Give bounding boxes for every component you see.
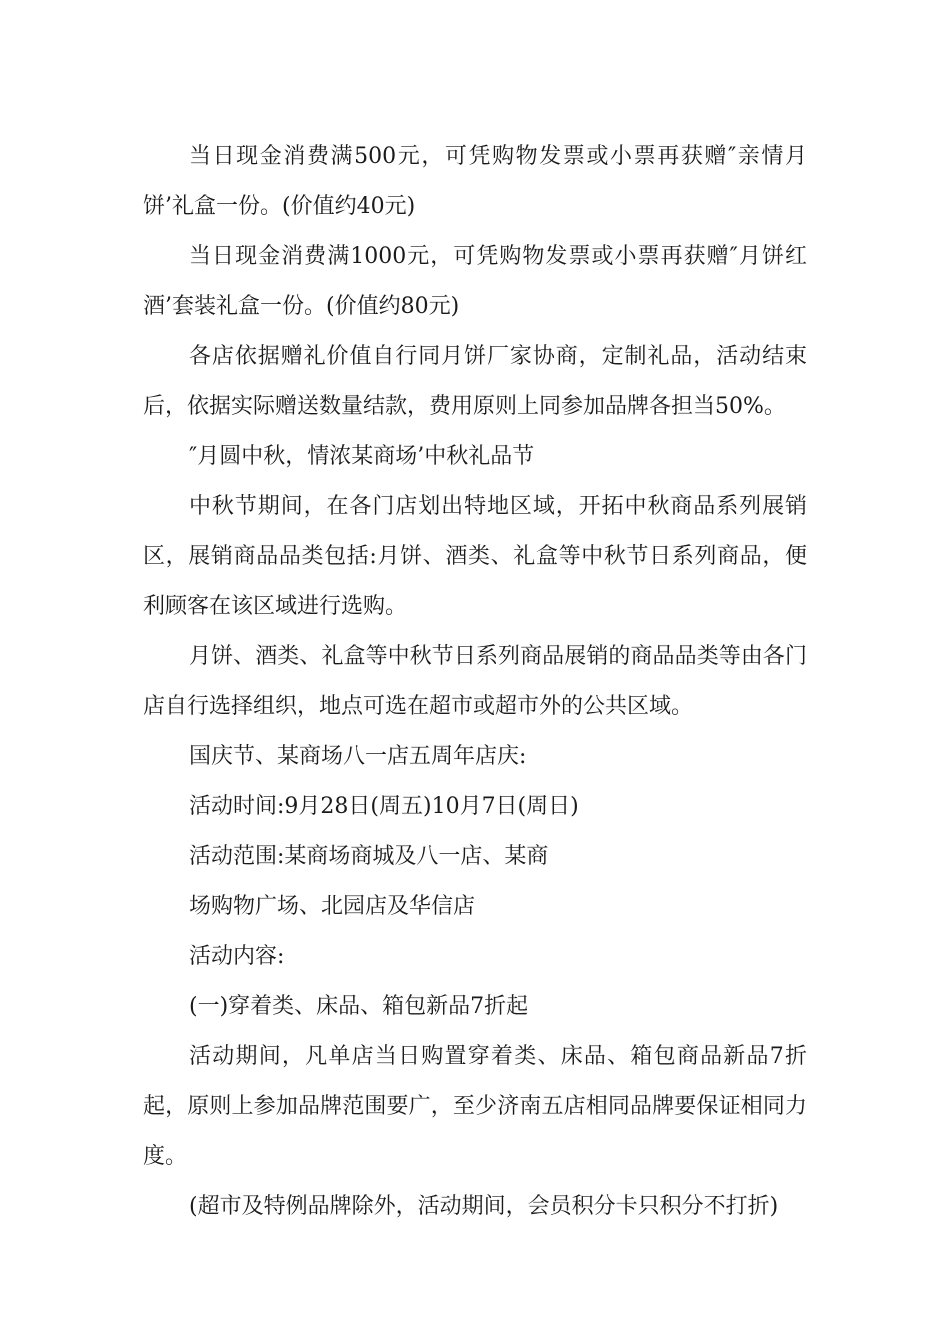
paragraph-discount-details: 活动期间，凡单店当日购置穿着类、床品、箱包商品新品7折起，原则上参加品牌范围要广，至少济南五店相同品牌要保证相同力度。 (143, 1044, 807, 1169)
paragraph-exhibition-organize: 月饼、酒类、礼盒等中秋节日系列商品展销的商品品类等由各门店自行选择组织，地点可选在超市或超市外的公共区域。 (143, 644, 807, 719)
paragraph-exhibition-area: 中秋节期间，在各门店划出特地区域，开拓中秋商品系列展销区，展销商品品类包括:月饼、酒类、礼盒等中秋节日系列商品，便利顾客在该区域进行选购。 (143, 494, 807, 619)
paragraph-cost-sharing: 各店依据赠礼价值自行同月饼厂家协商，定制礼品，活动结束后，依据实际赠送数量结款，费用原则上同参加品牌各担当50%。 (143, 344, 807, 419)
paragraph-festival-title: ″月圆中秋，情浓某商场’中秋礼品节 (189, 444, 535, 469)
paragraph-activity-time: 活动时间:9月28日(周五)10月7日(周日) (189, 794, 579, 819)
paragraph-activity-scope-cont: 场购物广场、北园店及华信店 (189, 894, 476, 919)
paragraph-national-day-heading: 国庆节、某商场八一店五周年店庆: (189, 744, 527, 769)
document-body (143, 132, 807, 1232)
paragraph-activity-scope: 活动范围:某商场商城及八一店、某商 (189, 844, 549, 869)
paragraph-gift-500: 当日现金消费满500元，可凭购物发票或小票再获赠″亲情月饼’礼盒一份。(价值约40元) (143, 144, 807, 219)
paragraph-section-one: (一)穿着类、床品、箱包新品7折起 (189, 994, 529, 1019)
paragraph-activity-content: 活动内容: (189, 944, 285, 969)
paragraph-gift-1000: 当日现金消费满1000元，可凭购物发票或小票再获赠″月饼红酒’套装礼盒一份。(价值约80元) (143, 244, 807, 319)
paragraph-exclusion-note: (超市及特例品牌除外，活动期间，会员积分卡只积分不打折) (189, 1194, 779, 1219)
